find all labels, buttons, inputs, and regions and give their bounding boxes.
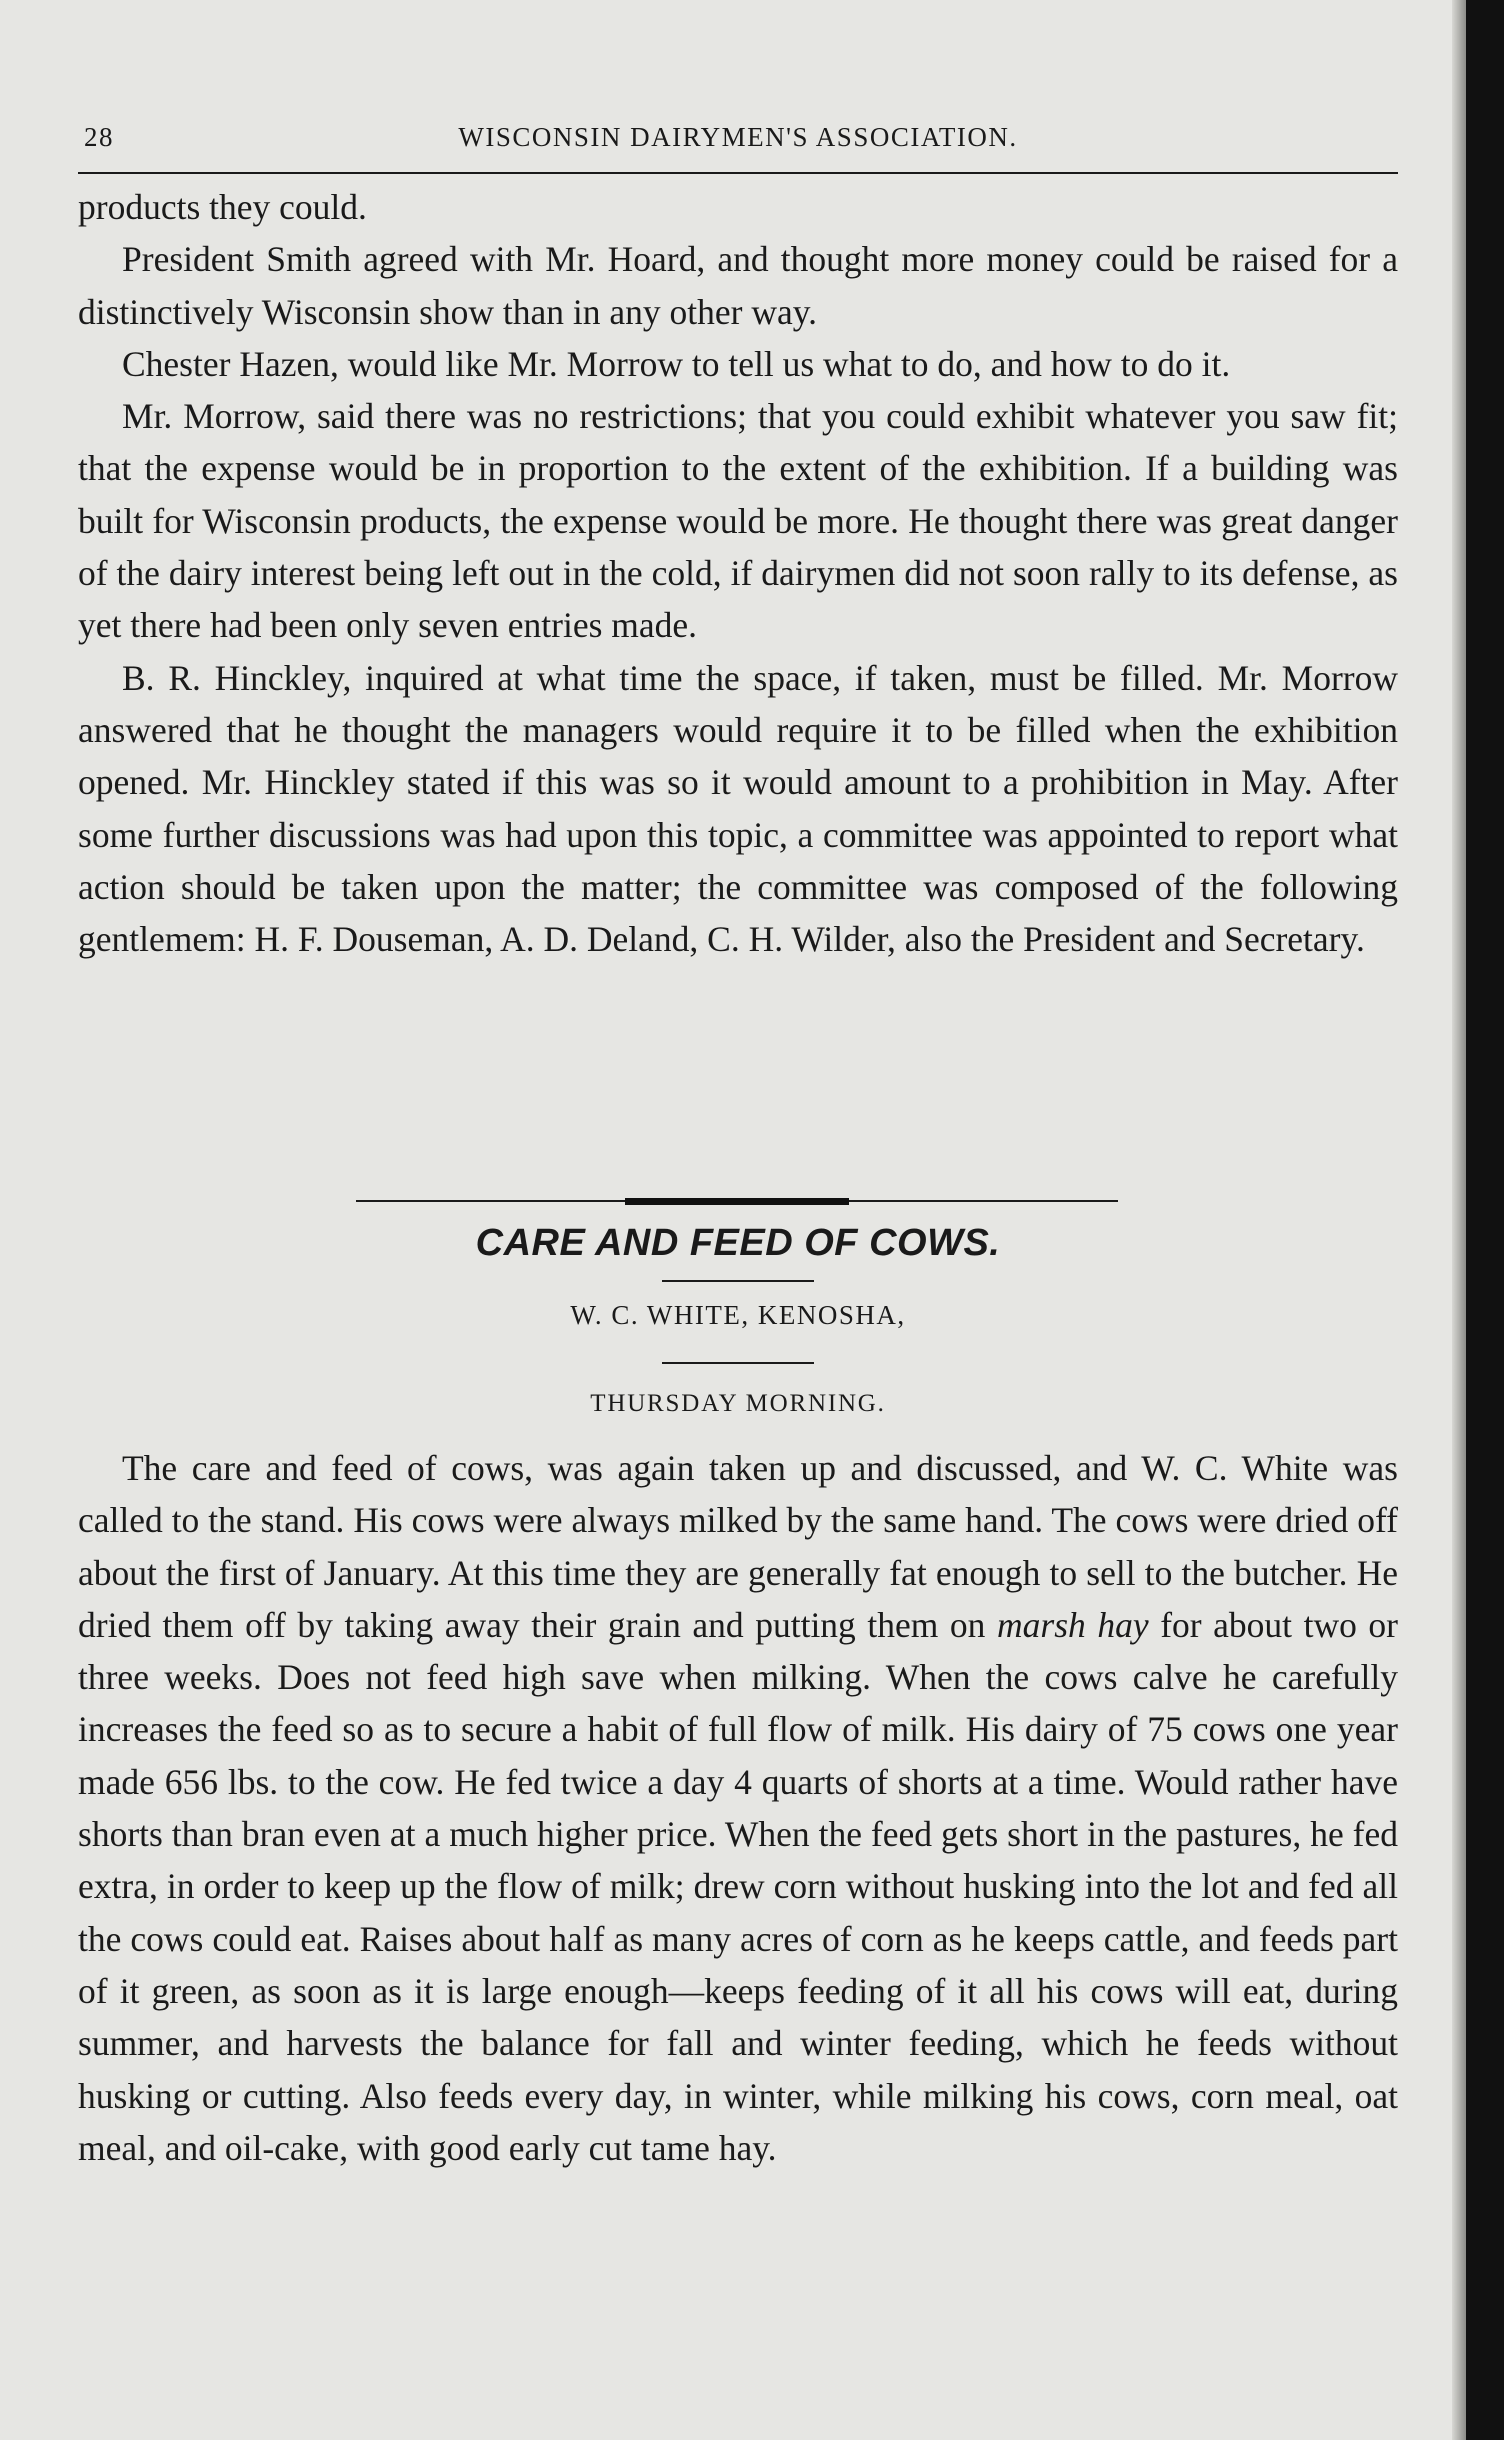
session-label: THURSDAY MORNING.: [590, 1390, 886, 1417]
page-edge-shadow: [1452, 0, 1466, 2440]
article-paragraph: [78, 1442, 1398, 2174]
running-title: WISCONSIN DAIRYMEN'S ASSOCIATION.: [458, 122, 1018, 152]
section-divider-center: [625, 1198, 849, 1205]
paragraph-smith: President Smith agreed with Mr. Hoard, and thought more money could be raised for a distinctively Wisconsin show than in any other way.: [78, 239, 1398, 332]
continued-paragraph: products they could.: [78, 187, 367, 227]
paragraph-hazen: Chester Hazen, would like Mr. Morrow to tell us what to do, and how to do it.: [122, 343, 1231, 384]
paragraph-hinckley: B. R. Hinckley, inquired at what time the space, if taken, must be filled. Mr. Morrow answered that he thought the managers would require it to be filled when the exhibition opened. Mr. Hinckley stated if this was so it would amount to a prohibition in May. After some further discussions was had upon this topic, a committee was appointed to report what action should be taken upon the matter; the committee was composed of the following gentlemem: H. F. Douseman, A. D. Deland, C. H. Wilder, also the President and Secretary.: [78, 657, 1398, 960]
scan-border: [1466, 0, 1504, 2440]
article-text-b: for about two or three weeks. Does not feed high save when milking. When the cows calve he carefully increases the feed so as to secure a habit of full flow of milk. His dairy of 75 cows one year made 656 lbs. to the cow. He fed twice a day 4 quarts of shorts at a time. Would rather have shorts than bran even at a much higher price. When the feed gets short in the pastures, he fed extra, in order to keep up the flow of milk; drew corn without husking into the lot and fed all the cows could eat. Raises about half as many acres of corn as he keeps cattle, and feeds part of it green, as soon as it is large enough—keeps feeding of it all his cows will eat, during summer, and harvests the balance for fall and winter feeding, which he feeds without husking or cutting. Also feeds every day, in winter, while milking his cows, corn meal, oat meal, and oil-cake, with good early cut tame hay.: [78, 1604, 1399, 2168]
title-underline: [662, 1280, 814, 1282]
author-underline: [662, 1362, 814, 1364]
page-number: 28: [84, 122, 114, 152]
article-text-a: The care and feed of cows, was again taken up and discussed, and W. C. White was called to the stand. His cows were always milked by the same hand. The cows were dried off about the first of January. At this time they are generally fat enough to sell to the butcher. He dried them off by taking away their grain and putting them on: [78, 1448, 1398, 1645]
header-rule: [78, 172, 1398, 174]
article-text: [78, 1442, 1398, 2174]
discussion-text: [78, 181, 1398, 965]
running-head: [78, 122, 1398, 158]
section-author: W. C. WHITE, KENOSHA,: [570, 1300, 906, 1330]
paragraph-morrow: Mr. Morrow, said there was no restrictions; that you could exhibit whatever you saw fit; that the expense would be in proportion to the extent of the exhibition. If a building was built for Wisconsin products, the expense would be more. He thought there was great danger of the dairy interest being left out in the cold, if dairymen did not soon rally to its defense, as yet there had been only seven entries made.: [78, 396, 1398, 646]
section-title: CARE AND FEED OF COWS.: [475, 1222, 1001, 1264]
italic-phrase: marsh hay: [997, 1604, 1149, 1645]
